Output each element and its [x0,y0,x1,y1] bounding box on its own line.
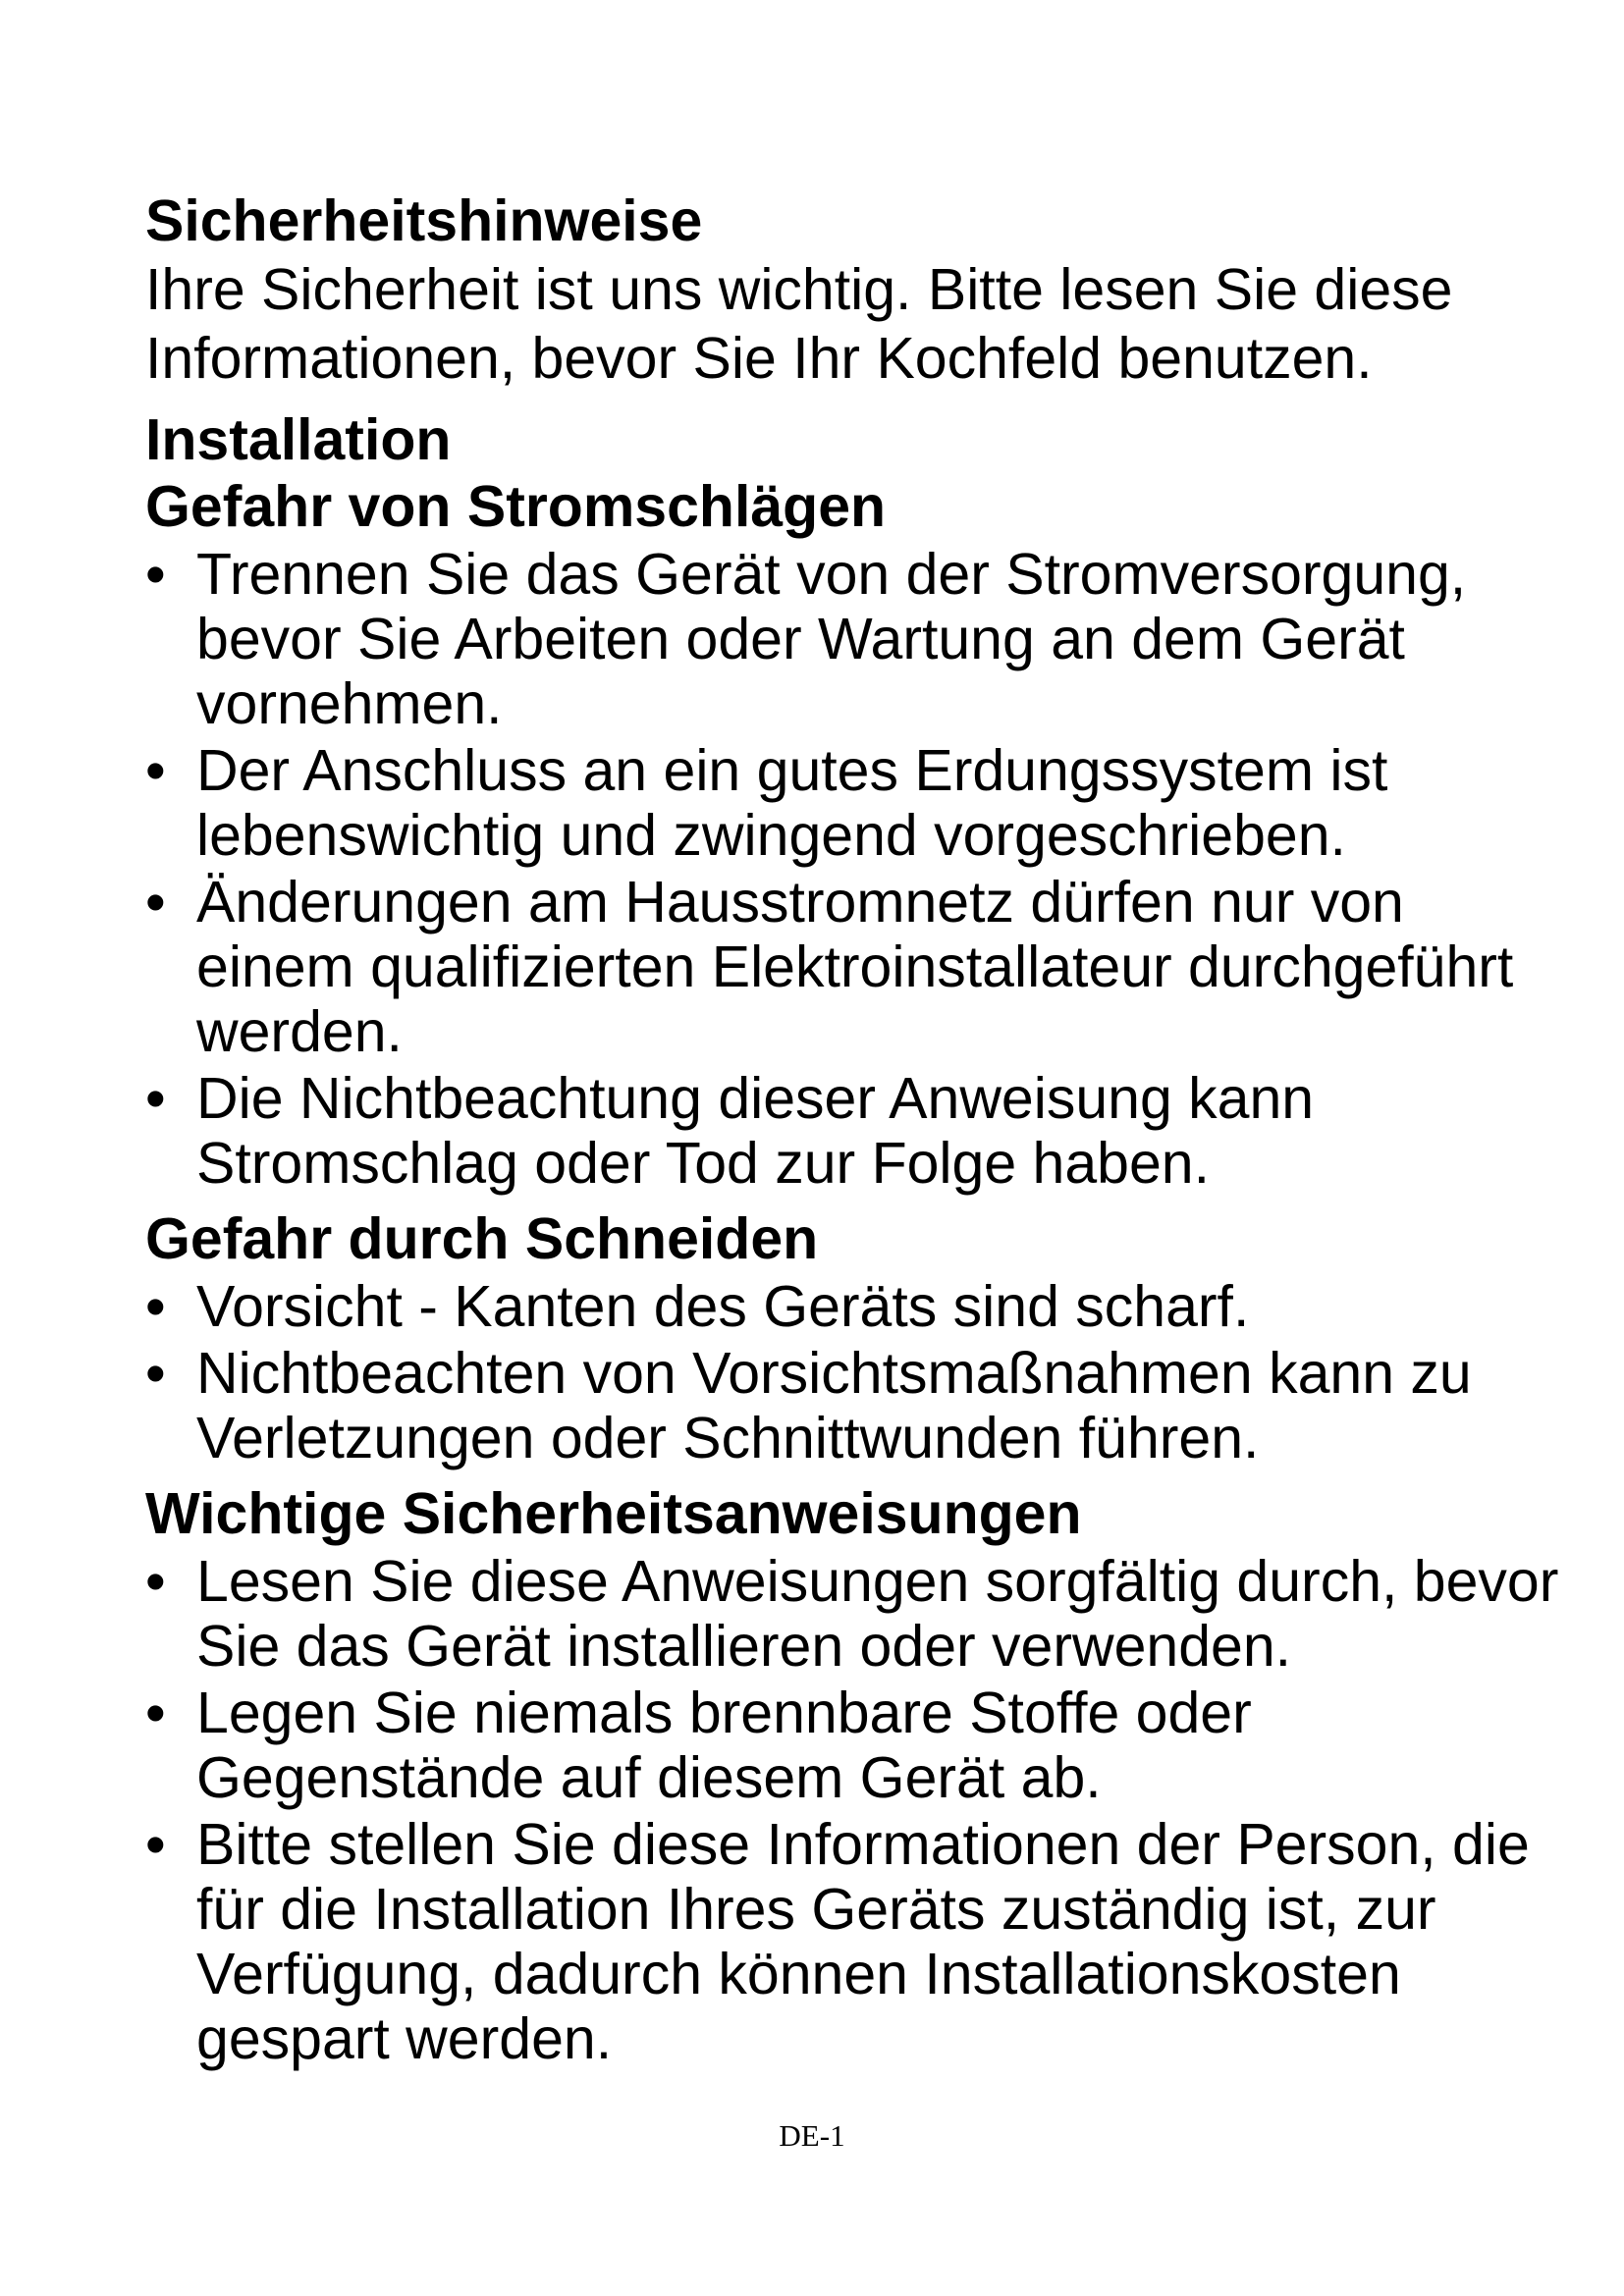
list-item [145,870,1559,1064]
document-content [145,187,1559,2081]
list-item-text: Vorsicht - Kanten des Geräts sind scharf. [196,1274,1250,1339]
list-item-text: Änderungen am Hausstromnetz dürfen nur von einem qualifizierten Elektroinstallateur durchgeführt werden. [196,870,1514,1064]
bullet-icon: • [145,1341,166,1406]
list-item [145,1549,1559,1679]
bullet-icon: • [145,1274,166,1339]
list-item [145,1274,1559,1339]
bullet-icon: • [145,1681,166,1745]
section-heading: Gefahr durch Schneiden [145,1206,819,1271]
list-item-text: Legen Sie niemals brennbare Stoffe oder Gegenstände auf diesem Gerät ab. [196,1681,1252,1810]
bullet-icon: • [145,1812,166,1877]
bullet-icon: • [145,1066,166,1131]
list-item [145,1812,1559,2071]
bullet-list [145,1549,1559,2071]
list-item-text: Nichtbeachten von Vorsichtsmaßnahmen kann zu Verletzungen oder Schnittwunden führen. [196,1341,1472,1470]
list-item-text: Trennen Sie das Gerät von der Stromversorgung, bevor Sie Arbeiten oder Wartung an dem Gerät vornehmen. [196,542,1467,736]
list-item-text: Die Nichtbeachtung dieser Anweisung kann Stromschlag oder Tod zur Folge haben. [196,1066,1315,1196]
page-title: Sicherheitshinweise [145,188,703,253]
bullet-list [145,1274,1559,1470]
bullet-icon: • [145,870,166,934]
page-number: DE-1 [779,2118,845,2153]
list-item [145,738,1559,868]
installation-heading: Installation [145,407,452,472]
bullet-icon: • [145,1549,166,1614]
list-item-text: Lesen Sie diese Anweisungen sorgfältig durch, bevor Sie das Gerät installieren oder verwenden. [196,1549,1559,1679]
list-item-text: Der Anschluss an ein gutes Erdungssystem ist lebenswichtig und zwingend vorgeschrieben. [196,738,1388,868]
list-item-text: Bitte stellen Sie diese Informationen der Person, die für die Installation Ihres Geräts zuständig ist, zur Verfügung, dadurch können Installationskosten gespart werden. [196,1812,1530,2071]
section-electric-shock [145,473,1559,1196]
section-cutting-hazard [145,1205,1559,1470]
section-heading: Gefahr von Stromschlägen [145,474,887,539]
list-item [145,542,1559,736]
bullet-icon: • [145,738,166,803]
section-important-instructions [145,1480,1559,2071]
section-heading: Wichtige Sicherheitsanweisungen [145,1481,1082,1546]
bullet-icon: • [145,542,166,607]
bullet-list [145,542,1559,1196]
list-item [145,1681,1559,1810]
intro-text: Ihre Sicherheit ist uns wichtig. Bitte lesen Sie diese Informationen, bevor Sie Ihr Kochfeld benutzen. [145,257,1453,391]
list-item [145,1341,1559,1470]
list-item [145,1066,1559,1196]
